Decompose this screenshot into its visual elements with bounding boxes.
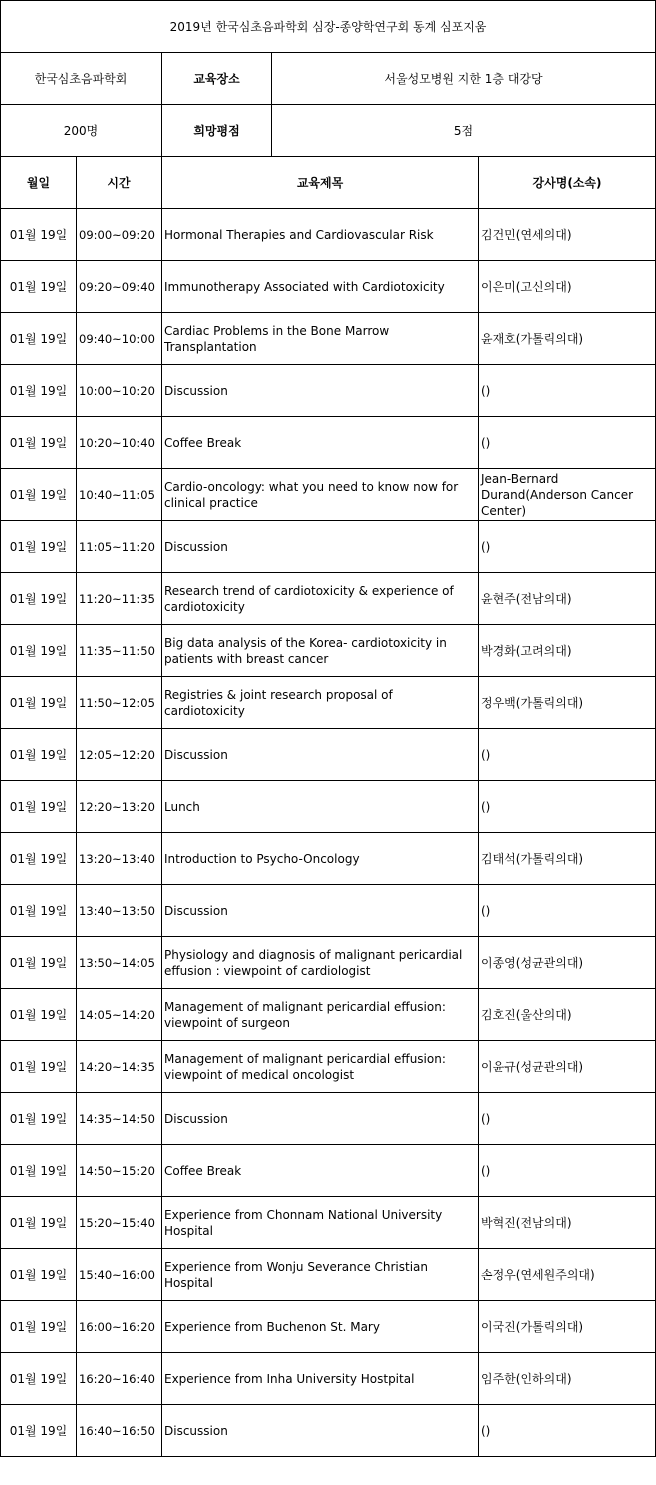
credit: 5점 xyxy=(272,105,656,157)
cell-time: 14:20~14:35 xyxy=(77,1041,162,1093)
cell-time: 12:20~13:20 xyxy=(77,781,162,833)
cell-title: Discussion xyxy=(162,885,479,937)
cell-title: Physiology and diagnosis of malignant pericardial effusion : viewpoint of cardiologist xyxy=(162,937,479,989)
table-row xyxy=(1,365,656,417)
cell-title: Cardiac Problems in the Bone Marrow Transplantation xyxy=(162,313,479,365)
cell-speaker: 임주한(인하의대) xyxy=(479,1353,656,1405)
cell-date: 01월 19일 xyxy=(1,781,77,833)
cell-speaker: () xyxy=(479,885,656,937)
cell-date: 01월 19일 xyxy=(1,365,77,417)
table-row xyxy=(1,313,656,365)
credit-row xyxy=(1,105,656,157)
cell-time: 12:05~12:20 xyxy=(77,729,162,781)
cell-time: 11:05~11:20 xyxy=(77,521,162,573)
cell-time: 14:35~14:50 xyxy=(77,1093,162,1145)
table-row xyxy=(1,781,656,833)
cell-date: 01월 19일 xyxy=(1,209,77,261)
column-header-speaker: 강사명(소속) xyxy=(479,157,656,209)
cell-date: 01월 19일 xyxy=(1,1197,77,1249)
table-row xyxy=(1,885,656,937)
cell-title: Discussion xyxy=(162,365,479,417)
table-row xyxy=(1,625,656,677)
cell-date: 01월 19일 xyxy=(1,1405,77,1457)
cell-speaker: () xyxy=(479,729,656,781)
table-row xyxy=(1,989,656,1041)
capacity: 200명 xyxy=(1,105,162,157)
cell-time: 15:40~16:00 xyxy=(77,1249,162,1301)
cell-title: Research trend of cardiotoxicity & experience of cardiotoxicity xyxy=(162,573,479,625)
cell-time: 13:40~13:50 xyxy=(77,885,162,937)
table-row xyxy=(1,469,656,521)
cell-time: 16:40~16:50 xyxy=(77,1405,162,1457)
cell-time: 14:50~15:20 xyxy=(77,1145,162,1197)
credit-label: 희망평점 xyxy=(162,105,272,157)
cell-time: 13:20~13:40 xyxy=(77,833,162,885)
cell-speaker: 정우백(가톨릭의대) xyxy=(479,677,656,729)
cell-date: 01월 19일 xyxy=(1,1145,77,1197)
cell-time: 10:00~10:20 xyxy=(77,365,162,417)
table-row xyxy=(1,937,656,989)
table-row xyxy=(1,521,656,573)
cell-time: 16:00~16:20 xyxy=(77,1301,162,1353)
cell-date: 01월 19일 xyxy=(1,625,77,677)
cell-title: Hormonal Therapies and Cardiovascular Risk xyxy=(162,209,479,261)
table-row xyxy=(1,1093,656,1145)
table-row xyxy=(1,729,656,781)
cell-speaker: () xyxy=(479,521,656,573)
cell-speaker: () xyxy=(479,1093,656,1145)
table-row xyxy=(1,1145,656,1197)
cell-time: 13:50~14:05 xyxy=(77,937,162,989)
table-row xyxy=(1,1249,656,1301)
cell-title: Experience from Wonju Severance Christian Hospital xyxy=(162,1249,479,1301)
column-header-title: 교육제목 xyxy=(162,157,479,209)
cell-time: 15:20~15:40 xyxy=(77,1197,162,1249)
cell-speaker: 이국진(가톨릭의대) xyxy=(479,1301,656,1353)
organizer: 한국심초음파학회 xyxy=(1,53,162,105)
column-header-row xyxy=(1,157,656,209)
cell-speaker: 김호진(울산의대) xyxy=(479,989,656,1041)
cell-speaker: 박혁진(전남의대) xyxy=(479,1197,656,1249)
cell-time: 09:40~10:00 xyxy=(77,313,162,365)
cell-title: Experience from Buchenon St. Mary xyxy=(162,1301,479,1353)
cell-title: Lunch xyxy=(162,781,479,833)
cell-speaker: 이윤규(성균관의대) xyxy=(479,1041,656,1093)
venue-row xyxy=(1,53,656,105)
cell-date: 01월 19일 xyxy=(1,1249,77,1301)
cell-speaker: 이은미(고신의대) xyxy=(479,261,656,313)
table-row xyxy=(1,573,656,625)
cell-title: Discussion xyxy=(162,729,479,781)
cell-time: 14:05~14:20 xyxy=(77,989,162,1041)
table-row xyxy=(1,1353,656,1405)
cell-speaker: 김건민(연세의대) xyxy=(479,209,656,261)
cell-speaker: 윤현주(전남의대) xyxy=(479,573,656,625)
table-row xyxy=(1,833,656,885)
cell-date: 01월 19일 xyxy=(1,573,77,625)
table-row xyxy=(1,261,656,313)
venue: 서울성모병원 지한 1층 대강당 xyxy=(272,53,656,105)
cell-date: 01월 19일 xyxy=(1,261,77,313)
cell-time: 09:20~09:40 xyxy=(77,261,162,313)
table-row xyxy=(1,1197,656,1249)
cell-title: Discussion xyxy=(162,1405,479,1457)
table-row xyxy=(1,1041,656,1093)
cell-date: 01월 19일 xyxy=(1,937,77,989)
cell-speaker: () xyxy=(479,365,656,417)
cell-date: 01월 19일 xyxy=(1,1093,77,1145)
cell-date: 01월 19일 xyxy=(1,989,77,1041)
cell-title: Coffee Break xyxy=(162,1145,479,1197)
column-header-date: 월일 xyxy=(1,157,77,209)
table-row xyxy=(1,417,656,469)
cell-title: Management of malignant pericardial effusion: viewpoint of medical oncologist xyxy=(162,1041,479,1093)
cell-speaker: () xyxy=(479,781,656,833)
cell-date: 01월 19일 xyxy=(1,521,77,573)
cell-title: Experience from Inha University Hostpital xyxy=(162,1353,479,1405)
cell-title: Discussion xyxy=(162,1093,479,1145)
cell-date: 01월 19일 xyxy=(1,1041,77,1093)
title-row xyxy=(1,1,656,53)
cell-speaker: 손정우(연세원주의대) xyxy=(479,1249,656,1301)
cell-time: 11:20~11:35 xyxy=(77,573,162,625)
venue-label: 교육장소 xyxy=(162,53,272,105)
cell-title: Registries & joint research proposal of cardiotoxicity xyxy=(162,677,479,729)
table-row xyxy=(1,677,656,729)
cell-time: 10:40~11:05 xyxy=(77,469,162,521)
cell-time: 16:20~16:40 xyxy=(77,1353,162,1405)
cell-title: Introduction to Psycho-Oncology xyxy=(162,833,479,885)
cell-title: Discussion xyxy=(162,521,479,573)
cell-title: Experience from Chonnam National University Hospital xyxy=(162,1197,479,1249)
cell-date: 01월 19일 xyxy=(1,1301,77,1353)
table-row xyxy=(1,1301,656,1353)
table-row xyxy=(1,1405,656,1457)
cell-speaker: 박경화(고려의대) xyxy=(479,625,656,677)
cell-title: Management of malignant pericardial effusion: viewpoint of surgeon xyxy=(162,989,479,1041)
cell-time: 11:50~12:05 xyxy=(77,677,162,729)
cell-date: 01월 19일 xyxy=(1,469,77,521)
cell-time: 11:35~11:50 xyxy=(77,625,162,677)
column-header-time: 시간 xyxy=(77,157,162,209)
cell-title: Cardio-oncology: what you need to know now for clinical practice xyxy=(162,469,479,521)
cell-title: Big data analysis of the Korea- cardiotoxicity in patients with breast cancer xyxy=(162,625,479,677)
table-row xyxy=(1,209,656,261)
cell-speaker: 윤재호(가톨릭의대) xyxy=(479,313,656,365)
cell-speaker: () xyxy=(479,417,656,469)
cell-title: Coffee Break xyxy=(162,417,479,469)
cell-speaker: () xyxy=(479,1405,656,1457)
cell-time: 10:20~10:40 xyxy=(77,417,162,469)
cell-date: 01월 19일 xyxy=(1,417,77,469)
cell-date: 01월 19일 xyxy=(1,833,77,885)
cell-title: Immunotherapy Associated with Cardiotoxicity xyxy=(162,261,479,313)
cell-speaker: 이종영(성균관의대) xyxy=(479,937,656,989)
cell-date: 01월 19일 xyxy=(1,313,77,365)
cell-time: 09:00~09:20 xyxy=(77,209,162,261)
cell-speaker: Jean-Bernard Durand(Anderson Cancer Center) xyxy=(479,469,656,521)
symposium-title: 2019년 한국심초음파학회 심장-종양학연구회 동계 심포지움 xyxy=(1,1,656,53)
cell-date: 01월 19일 xyxy=(1,1353,77,1405)
cell-date: 01월 19일 xyxy=(1,677,77,729)
cell-speaker: () xyxy=(479,1145,656,1197)
cell-date: 01월 19일 xyxy=(1,729,77,781)
cell-speaker: 김태석(가톨릭의대) xyxy=(479,833,656,885)
cell-date: 01월 19일 xyxy=(1,885,77,937)
